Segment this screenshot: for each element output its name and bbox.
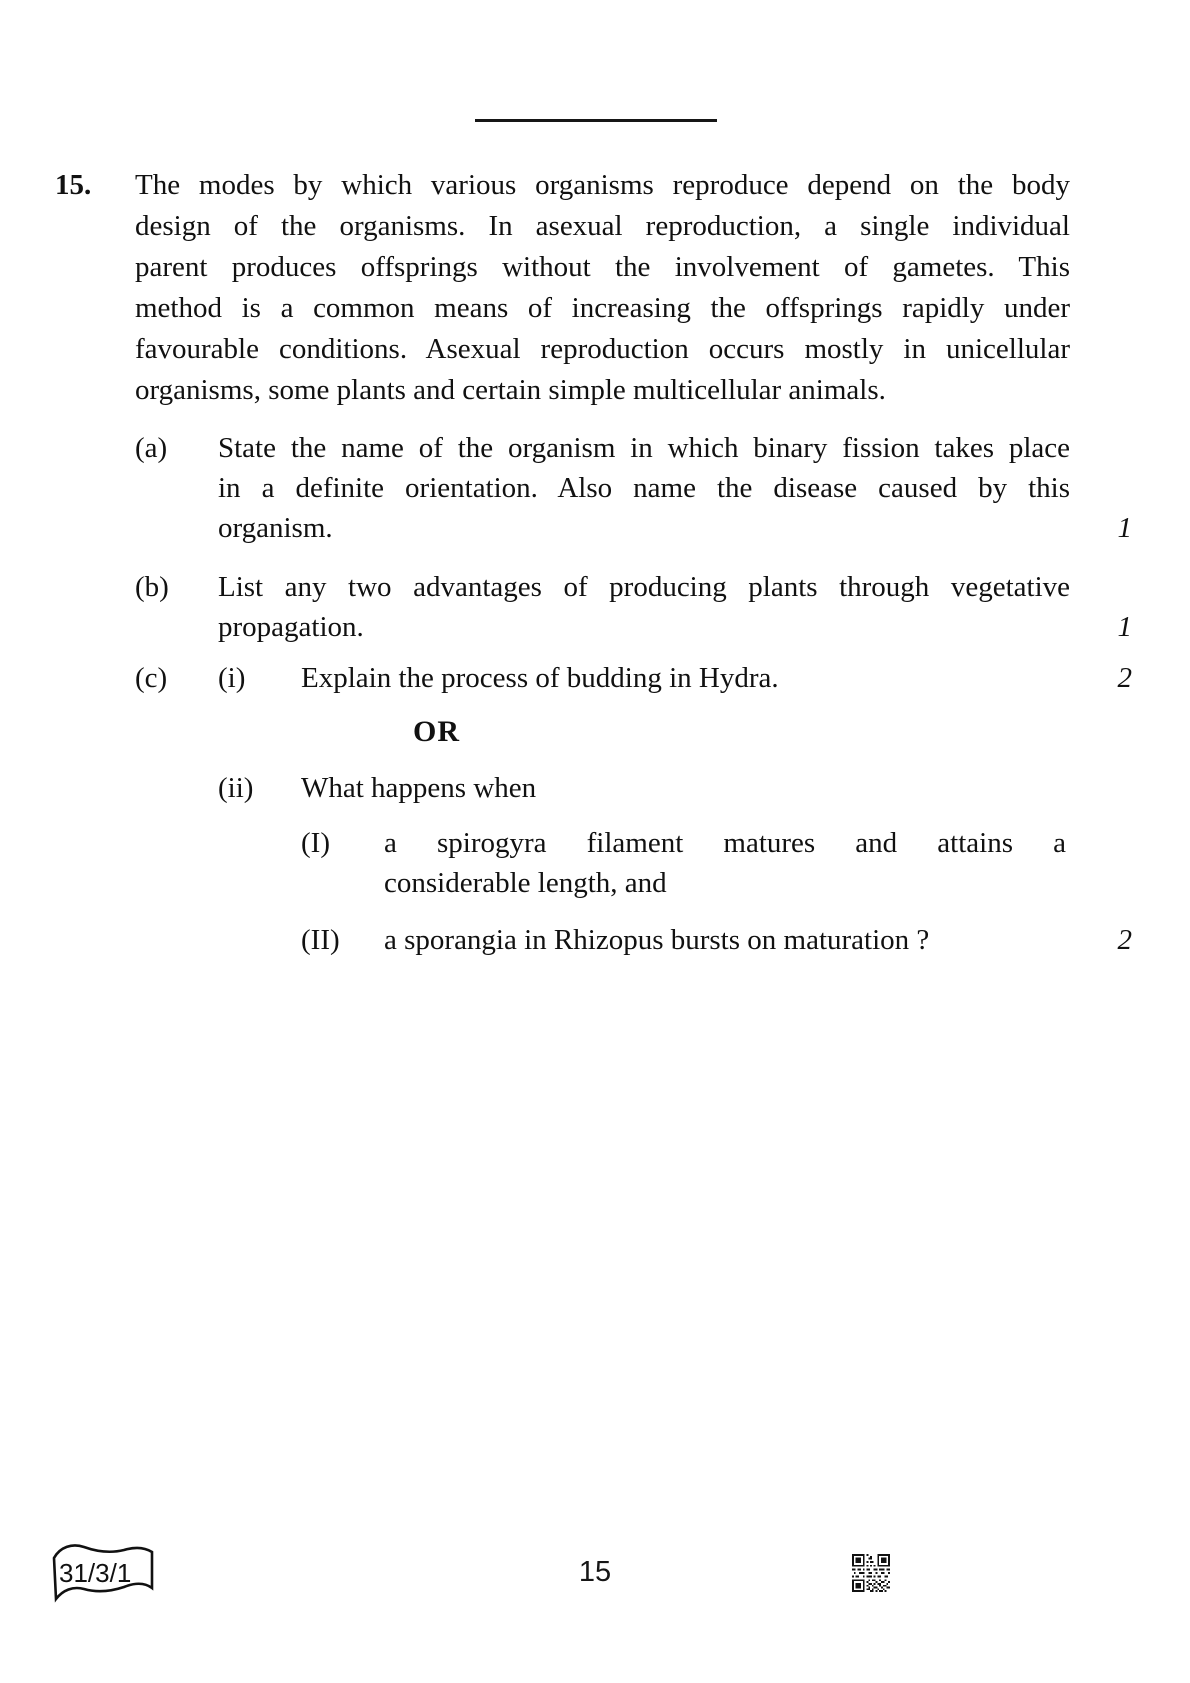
part-a-text-line: organism. [218, 512, 333, 544]
page-number: 15 [578, 1556, 612, 1588]
part-c-ii-label: (ii) [218, 772, 254, 804]
question-intro-line: organisms, some plants and certain simple multicellular animals. [135, 374, 886, 406]
part-a-text [218, 428, 1070, 548]
part-a-text-line: State the name of the organism in which binary fission takes place [218, 432, 1070, 464]
part-a-marks: 1 [1117, 512, 1132, 544]
part-c-i-text: Explain the process of budding in Hydra. [301, 662, 779, 694]
part-b-label: (b) [135, 571, 169, 603]
part-b-text-line: propagation. [218, 611, 364, 643]
part-a-label: (a) [135, 432, 168, 464]
part-a-text-line: in a definite orientation. Also name the disease caused by this [218, 472, 1070, 504]
or-separator: OR [413, 715, 460, 748]
part-c-ii-I-text [384, 823, 1066, 903]
part-c-ii-II-label: (II) [301, 924, 340, 956]
part-c-label: (c) [135, 662, 168, 694]
part-c-ii-I-text-line: considerable length, and [384, 867, 667, 899]
top-divider-rule [475, 119, 717, 122]
part-c-i-marks: 2 [1117, 662, 1132, 694]
part-c-ii-II-text: a sporangia in Rhizopus bursts on maturation ? [384, 924, 930, 956]
part-c-ii-I-label: (I) [301, 827, 330, 859]
question-number: 15. [55, 169, 92, 201]
part-b-marks: 1 [1117, 611, 1132, 643]
part-b-text [218, 567, 1070, 647]
question-intro [135, 165, 1070, 411]
part-c-i-label: (i) [218, 662, 246, 694]
question-intro-line: method is a common means of increasing the offsprings rapidly under [135, 292, 1070, 324]
qr-code-icon [852, 1554, 890, 1597]
part-b-text-line: List any two advantages of producing plants through vegetative [218, 571, 1070, 603]
part-c-ii-II-marks: 2 [1117, 924, 1132, 956]
question-intro-line: design of the organisms. In asexual reproduction, a single individual [135, 210, 1070, 242]
question-intro-line: favourable conditions. Asexual reproduction occurs mostly in unicellular [135, 333, 1070, 365]
part-c-ii-I-text-line: a spirogyra filament matures and attains a [384, 827, 1066, 859]
question-intro-line: parent produces offsprings without the involvement of gametes. This [135, 251, 1070, 283]
part-c-ii-text: What happens when [301, 772, 537, 804]
exam-code-label: 31/3/1 [59, 1558, 132, 1588]
question-intro-line: The modes by which various organisms reproduce depend on the body [135, 169, 1070, 201]
